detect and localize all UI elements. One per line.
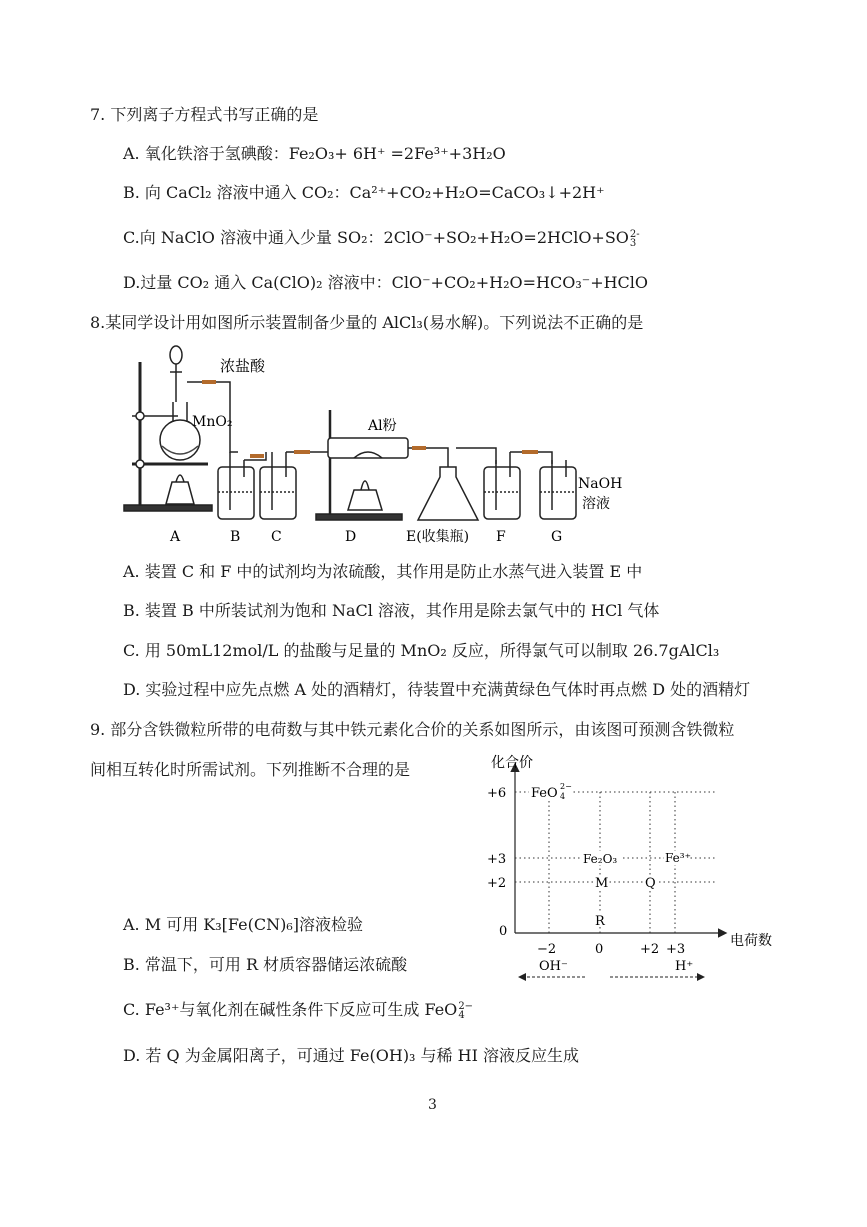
label-e: E(收集瓶): [406, 529, 470, 545]
alcohol-lamp-d: [348, 490, 382, 510]
label-b: B: [230, 529, 241, 545]
label-f: F: [496, 529, 506, 545]
y-axis-title: 化合价: [491, 755, 533, 771]
label-g: G: [551, 529, 563, 545]
q9-stem-line1: 9. 部分含铁微粒所带的电荷数与其中铁元素化合价的关系如图所示，由该图可预测含铁微粒: [90, 720, 735, 739]
bottle-b: [218, 467, 254, 519]
q8-stem: 8.某同学设计用如图所示装置制备少量的 AlCl₃(易水解)。下列说法不正确的是: [90, 313, 644, 332]
bottle-f: [484, 467, 520, 519]
x-axis-title: 电荷数: [730, 933, 772, 949]
y-tick-2: +2: [487, 876, 507, 891]
feo4-sub: 4: [560, 792, 566, 801]
x-tick-neg2: −2: [537, 942, 557, 957]
q9-option-c: [123, 1000, 473, 1020]
feo4-label: FeO: [531, 786, 558, 801]
stand-base-d: [316, 514, 402, 520]
x-tick-0: 0: [595, 942, 604, 957]
label-naoh: NaOH: [578, 476, 623, 492]
x-tick-2: +2: [640, 942, 660, 957]
dropping-funnel: [170, 346, 182, 364]
label-mno2: MnO₂: [192, 414, 233, 430]
valence-charge-graph: [485, 745, 805, 985]
label-c: C: [271, 529, 282, 545]
fe2o3-point: Fe₂O₃: [583, 852, 618, 866]
q7-stem: 7. 下列离子方程式书写正确的是: [90, 105, 319, 124]
sulfite-ion: SO2- 3: [604, 228, 640, 249]
q8-option-c: C. 用 50mL12mol/L 的盐酸与足量的 MnO₂ 反应，所得氯气可以制取 26.7gAlCl₃: [123, 641, 720, 660]
feo4-sup: 2−: [560, 782, 572, 791]
label-al-powder: Al粉: [368, 418, 397, 434]
y-tick-0: 0: [499, 924, 508, 939]
h-label: H⁺: [675, 959, 694, 974]
label-solution: 溶液: [582, 496, 610, 512]
point-r: R: [595, 914, 605, 929]
bottle-c: [260, 467, 296, 519]
oh-label: OH⁻: [539, 959, 568, 974]
q7-option-d: D.过量 CO₂ 通入 Ca(ClO)₂ 溶液中：ClO⁻+CO₂+H₂O=HCO₃⁻+HClO: [123, 273, 649, 292]
reaction-tube: [328, 438, 408, 458]
q9-option-b: B. 常温下，可用 R 材质容器储运浓硫酸: [123, 955, 408, 974]
q9-stem-line2: 间相互转化时所需试剂。下列推断不合理的是: [90, 760, 411, 779]
q7-option-c-text: C.向 NaClO 溶液中通入少量 SO₂：2ClO⁻+SO₂+H₂O=2HClO+: [123, 228, 605, 247]
apparatus-figure: [118, 342, 638, 552]
q7-option-b: B. 向 CaCl₂ 溶液中通入 CO₂：Ca²⁺+CO₂+H₂O=CaCO₃↓+2H⁺: [123, 183, 605, 202]
y-tick-3: +3: [487, 852, 507, 867]
point-m: M: [595, 876, 609, 891]
y-tick-6: +6: [487, 786, 507, 801]
bottle-g: [540, 467, 576, 519]
q7-option-a: A. 氧化铁溶于氢碘酸：Fe₂O₃+ 6H⁺ =2Fe³⁺+3H₂O: [123, 144, 506, 163]
point-q: Q: [645, 876, 656, 891]
label-conc-hcl: 浓盐酸: [220, 357, 266, 375]
ferrate-charge: 2− 4: [458, 1000, 474, 1021]
fe3-point: Fe³⁺: [665, 851, 691, 865]
q8-option-a: A. 装置 C 和 F 中的试剂均为浓硫酸，其作用是防止水蒸气进入装置 E 中: [123, 562, 643, 581]
q9-option-a: A. M 可用 K₃[Fe(CN)₆]溶液检验: [123, 915, 363, 934]
q7-option-c: [123, 228, 640, 248]
alcohol-lamp-a: [166, 482, 194, 504]
q8-option-d: D. 实验过程中应先点燃 A 处的酒精灯，待装置中充满黄绿色气体时再点燃 D 处的酒精灯: [123, 680, 751, 699]
page-number: 3: [428, 1097, 437, 1113]
q8-option-b: B. 装置 B 中所装试剂为饱和 NaCl 溶液，其作用是除去氯气中的 HCl 气体: [123, 601, 660, 620]
q9-option-c-text: C. Fe³⁺与氧化剂在碱性条件下反应可生成 FeO: [123, 1000, 458, 1019]
label-a: A: [170, 529, 181, 545]
label-d: D: [345, 529, 357, 545]
x-tick-3: +3: [666, 942, 686, 957]
stand-base-a: [124, 505, 212, 511]
q9-option-d: D. 若 Q 为金属阳离子，可通过 Fe(OH)₃ 与稀 HI 溶液反应生成: [123, 1046, 580, 1065]
collection-flask-e: [418, 467, 478, 520]
